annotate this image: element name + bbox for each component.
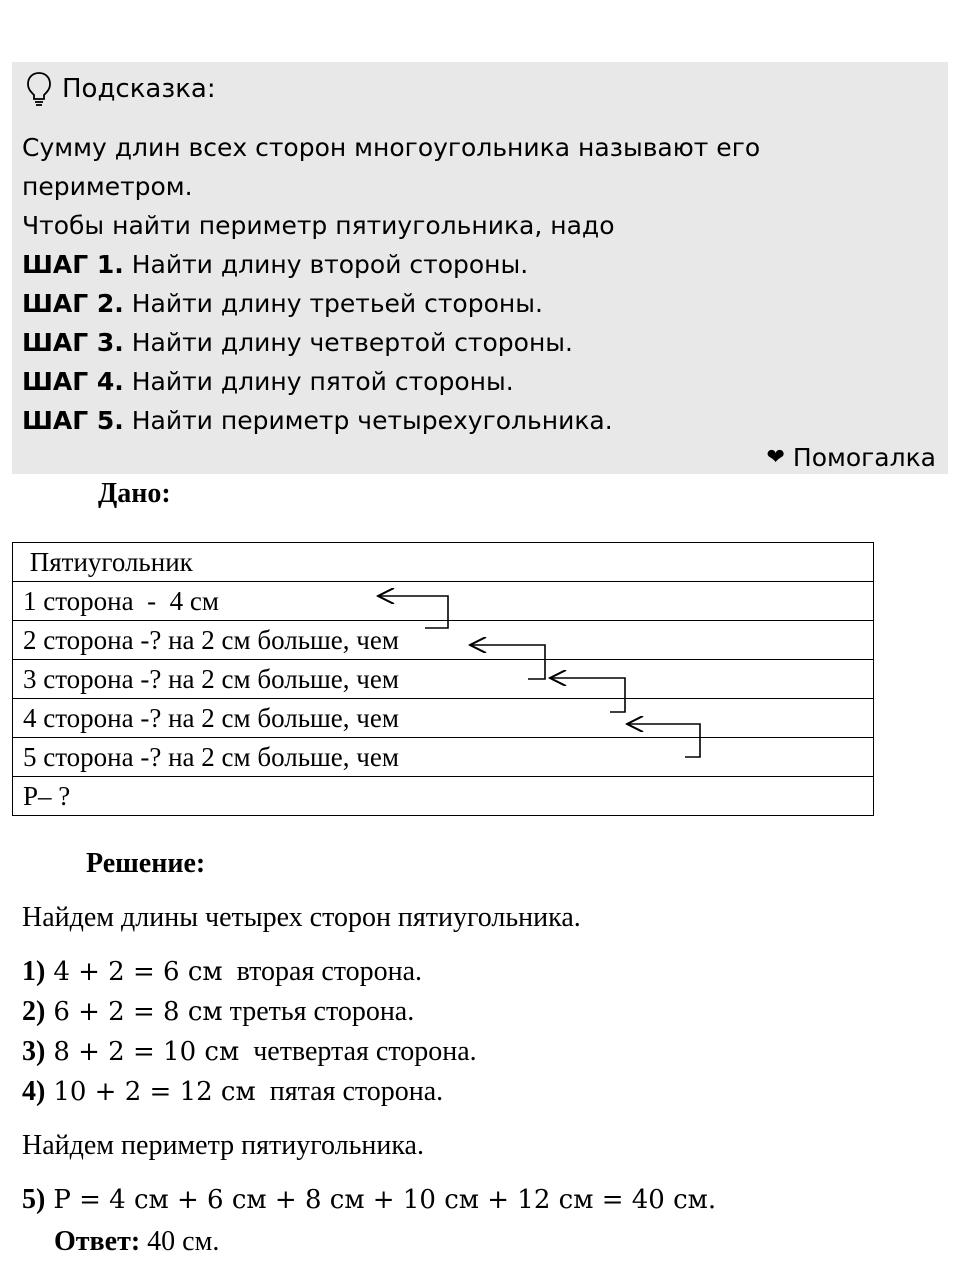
step-label: ШАГ 5. bbox=[22, 406, 124, 435]
lightbulb-icon bbox=[26, 71, 52, 107]
table-row bbox=[13, 543, 874, 582]
step-math: 10 + 2 = 12 см bbox=[53, 1077, 256, 1107]
table-cell: 4 сторона -? на 2 см больше, чем bbox=[13, 699, 874, 738]
hint-title-text: Подсказка: bbox=[62, 73, 216, 104]
step-label: ШАГ 1. bbox=[22, 250, 124, 279]
hint-line: Сумму длин всех сторон многоугольника называют его bbox=[22, 133, 761, 162]
brand-label: Помогалка bbox=[792, 443, 936, 472]
step-math: 4 + 2 = 6 см bbox=[53, 957, 223, 987]
hint-step bbox=[22, 284, 922, 323]
final-math: Р = 4 см + 6 см + 8 см + 10 см + 12 см = 40 см. bbox=[53, 1185, 717, 1215]
step-number: 1) bbox=[22, 956, 46, 987]
hint-box bbox=[12, 62, 948, 474]
given-heading: Дано: bbox=[98, 478, 171, 509]
table-row bbox=[13, 738, 874, 777]
step-number: 4) bbox=[22, 1076, 46, 1107]
table-row bbox=[13, 621, 874, 660]
table-cell: Р– ? bbox=[13, 777, 874, 816]
hint-step bbox=[22, 401, 922, 440]
solution-step bbox=[22, 956, 422, 988]
step-text: Найти длину четвертой стороны. bbox=[131, 328, 573, 357]
table-row bbox=[13, 660, 874, 699]
hint-line: Чтобы найти периметр пятиугольника, надо bbox=[22, 211, 615, 240]
brand bbox=[766, 438, 936, 477]
table-cell: 3 сторона -? на 2 см больше, чем bbox=[13, 660, 874, 699]
table-row bbox=[13, 699, 874, 738]
table-cell: 1 сторона - 4 см bbox=[13, 582, 874, 621]
step-text: Найти длину пятой стороны. bbox=[131, 367, 514, 396]
solution-step bbox=[22, 1036, 477, 1068]
table-cell: 2 сторона -? на 2 см больше, чем bbox=[13, 621, 874, 660]
step-text: Найти периметр четырехугольника. bbox=[131, 406, 613, 435]
hint-step bbox=[22, 323, 922, 362]
solution-intro: Найдем длины четырех сторон пятиугольника. bbox=[22, 902, 581, 933]
step-text: Найти длину второй стороны. bbox=[131, 250, 529, 279]
perimeter-intro: Найдем периметр пятиугольника. bbox=[22, 1130, 424, 1161]
step-label: ШАГ 2. bbox=[22, 289, 124, 318]
step-text: Найти длину третьей стороны. bbox=[131, 289, 543, 318]
table-row bbox=[13, 582, 874, 621]
step-note: четвертая сторона. bbox=[239, 1036, 477, 1067]
step-number: 3) bbox=[22, 1036, 46, 1067]
solution-final bbox=[22, 1184, 716, 1216]
solution-heading: Решение: bbox=[86, 848, 206, 879]
step-math: 6 + 2 = 8 см bbox=[53, 997, 223, 1027]
given-table bbox=[12, 542, 874, 816]
hint-step bbox=[22, 362, 922, 401]
step-number: 5) bbox=[22, 1184, 46, 1215]
hint-step bbox=[22, 245, 922, 284]
table-cell: 5 сторона -? на 2 см больше, чем bbox=[13, 738, 874, 777]
heart-icon: ❤ bbox=[766, 445, 785, 470]
hint-line: периметром. bbox=[22, 172, 193, 201]
answer-line bbox=[54, 1226, 219, 1258]
step-label: ШАГ 3. bbox=[22, 328, 124, 357]
step-math: 8 + 2 = 10 см bbox=[53, 1037, 240, 1067]
step-note: пятая сторона. bbox=[255, 1076, 444, 1107]
answer-label: Ответ: bbox=[54, 1226, 141, 1257]
solution-step bbox=[22, 996, 414, 1028]
step-note: вторая сторона. bbox=[222, 956, 423, 987]
answer-value: 40 см. bbox=[140, 1226, 220, 1257]
step-number: 2) bbox=[22, 996, 46, 1027]
hint-text bbox=[22, 128, 922, 440]
step-label: ШАГ 4. bbox=[22, 367, 124, 396]
step-note: третья сторона. bbox=[222, 996, 415, 1027]
table-row bbox=[13, 777, 874, 816]
solution-step bbox=[22, 1076, 443, 1108]
table-cell: Пятиугольник bbox=[13, 543, 874, 582]
hint-title bbox=[26, 69, 216, 109]
